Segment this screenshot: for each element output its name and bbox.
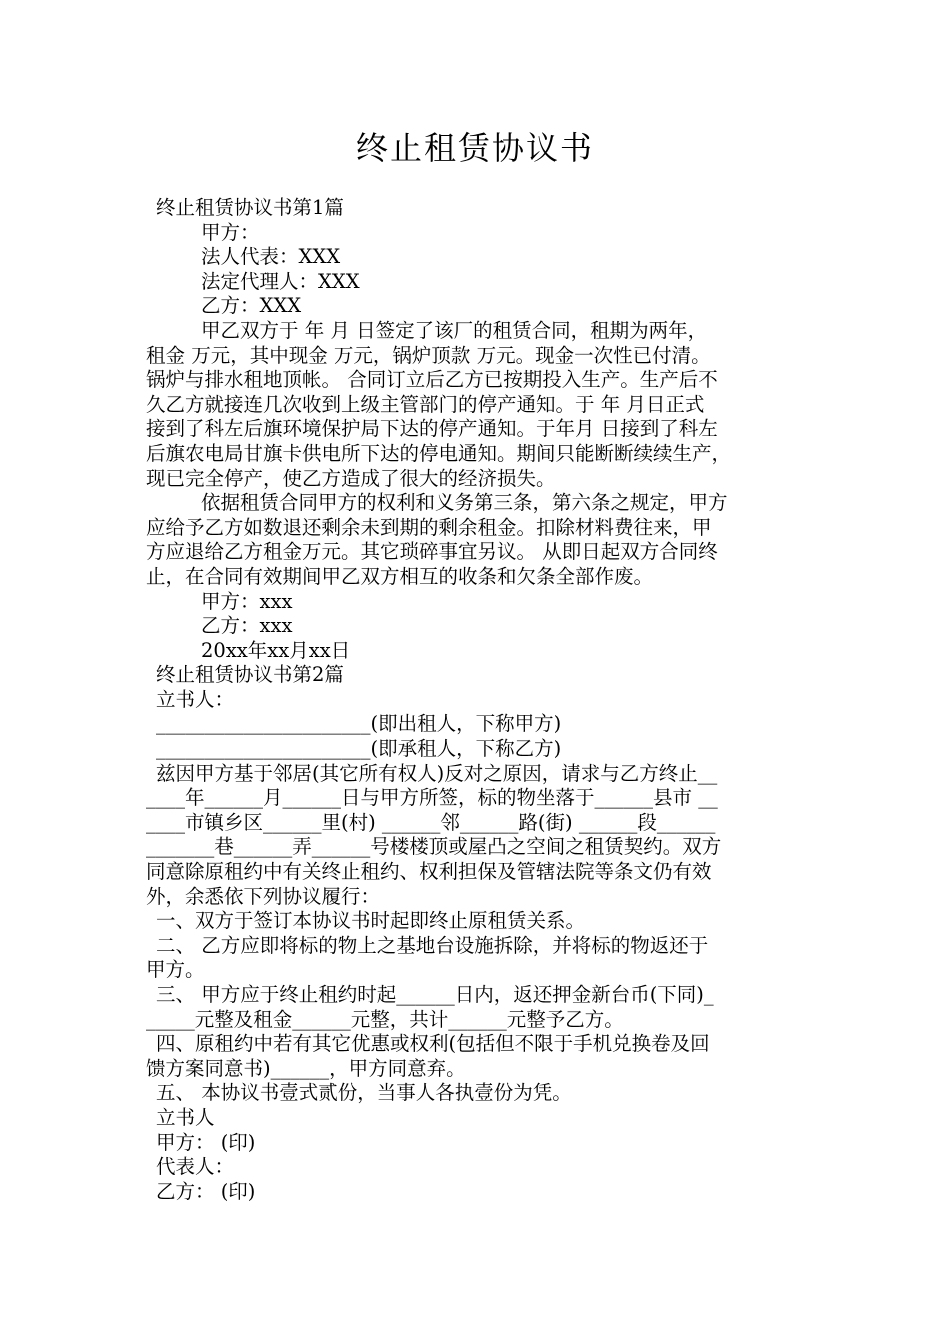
lessee-line: ______________________(即承租人，下称乙方) <box>156 737 562 761</box>
legal-agent: 法定代理人：XXX <box>201 269 360 293</box>
paragraph-line: 同意除原租约中有关终止租约、权利担保及管辖法院等条文仍有效 <box>146 860 712 884</box>
clause-4: 四、原租约中若有其它优惠或权利(包括但不限于手机兑换卷及回 <box>156 1032 710 1056</box>
signature-party-a: 甲方：xxx <box>201 589 293 613</box>
paragraph-line: ____市镇乡区______里(村) ______邻______路(街) ______段______ <box>146 810 716 834</box>
party-a-label: 甲方： <box>201 220 260 244</box>
paragraph-line: 止，在合同有效期间甲乙双方相互的收条和欠条全部作废。 <box>146 564 654 588</box>
signature-party-a: 甲方： (印) <box>156 1130 256 1154</box>
lessor-line: ______________________(即出租人，下称甲方) <box>156 712 562 736</box>
paragraph-line: 方应退给乙方租金万元。其它琐碎事宜另议。 从即日起双方合同终 <box>146 540 718 564</box>
signature-maker: 立书人 <box>156 1105 215 1129</box>
paragraph-line: 现已完全停产，使乙方造成了很大的经济损失。 <box>146 466 556 490</box>
paragraph-line: 依据租赁合同甲方的权利和义务第三条，第六条之规定，甲方 <box>201 491 728 515</box>
clause-4-cont: 馈方案同意书)______，甲方同意弃。 <box>146 1056 466 1080</box>
maker-label: 立书人： <box>156 687 235 711</box>
party-b-label: 乙方：XXX <box>201 294 302 318</box>
paragraph-line: 锅炉与排水租地顶帐。 合同订立后乙方已按期投入生产。生产后不 <box>146 368 718 392</box>
clause-1: 一、双方于签订本协议书时起即终止原租赁关系。 <box>156 909 586 933</box>
section-heading: 终止租赁协议书第1篇 <box>156 196 344 219</box>
document-title: 终止租赁协议书 <box>355 129 594 167</box>
clause-2: 二、 乙方应即将标的物上之基地台设施拆除，并将标的物返还于 <box>156 933 709 957</box>
document-body <box>146 196 810 1204</box>
clause-3-cont: _____元整及租金______元整，共计______元整予乙方。 <box>146 1007 624 1031</box>
paragraph-line: 兹因甲方基于邻居(其它所有权人)反对之原因，请求与乙方终止__ <box>156 761 718 785</box>
paragraph-line: 后旗农电局甘旗卡供电所下达的停电通知。期间只能断断续续生产， <box>146 441 732 465</box>
paragraph-line: 接到了科左后旗环境保护局下达的停产通知。于年月 日接到了科左 <box>146 417 718 441</box>
clause-5: 五、 本协议书壹式贰份，当事人各执壹份为凭。 <box>156 1081 572 1105</box>
section-heading: 终止租赁协议书第2篇 <box>156 663 344 687</box>
signature-date: 20xx年xx月xx日 <box>201 638 351 662</box>
legal-representative: 法人代表：XXX <box>201 245 341 269</box>
paragraph-line: ____年______月______日与甲方所签，标的物坐落于______县市 __ <box>146 786 718 810</box>
signature-party-b: 乙方： (印) <box>156 1179 256 1203</box>
signature-party-b: 乙方：xxx <box>201 614 293 638</box>
paragraph-line: 甲乙双方于 年 月 日签定了该厂的租赁合同，租期为两年， <box>201 318 708 342</box>
paragraph-line: 外，余悉依下列协议履行： <box>146 884 381 908</box>
paragraph-line: _______巷______弄______号楼楼顶或屋凸之空间之租赁契约。双方 <box>146 835 722 859</box>
clause-2-cont: 甲方。 <box>146 958 205 982</box>
paragraph-line: 久乙方就接连几次收到上级主管部门的停产通知。于 年 月日正式 <box>146 392 705 416</box>
paragraph-line: 租金 万元，其中现金 万元，锅炉顶款 万元。现金一次性已付清。 <box>146 343 711 367</box>
paragraph-line: 应给予乙方如数退还剩余未到期的剩余租金。扣除材料费往来，甲 <box>146 515 712 539</box>
clause-3: 三、 甲方应于终止租约时起______日内，返还押金新台币(下同)_ <box>156 983 714 1006</box>
signature-representative: 代表人： <box>156 1155 235 1179</box>
